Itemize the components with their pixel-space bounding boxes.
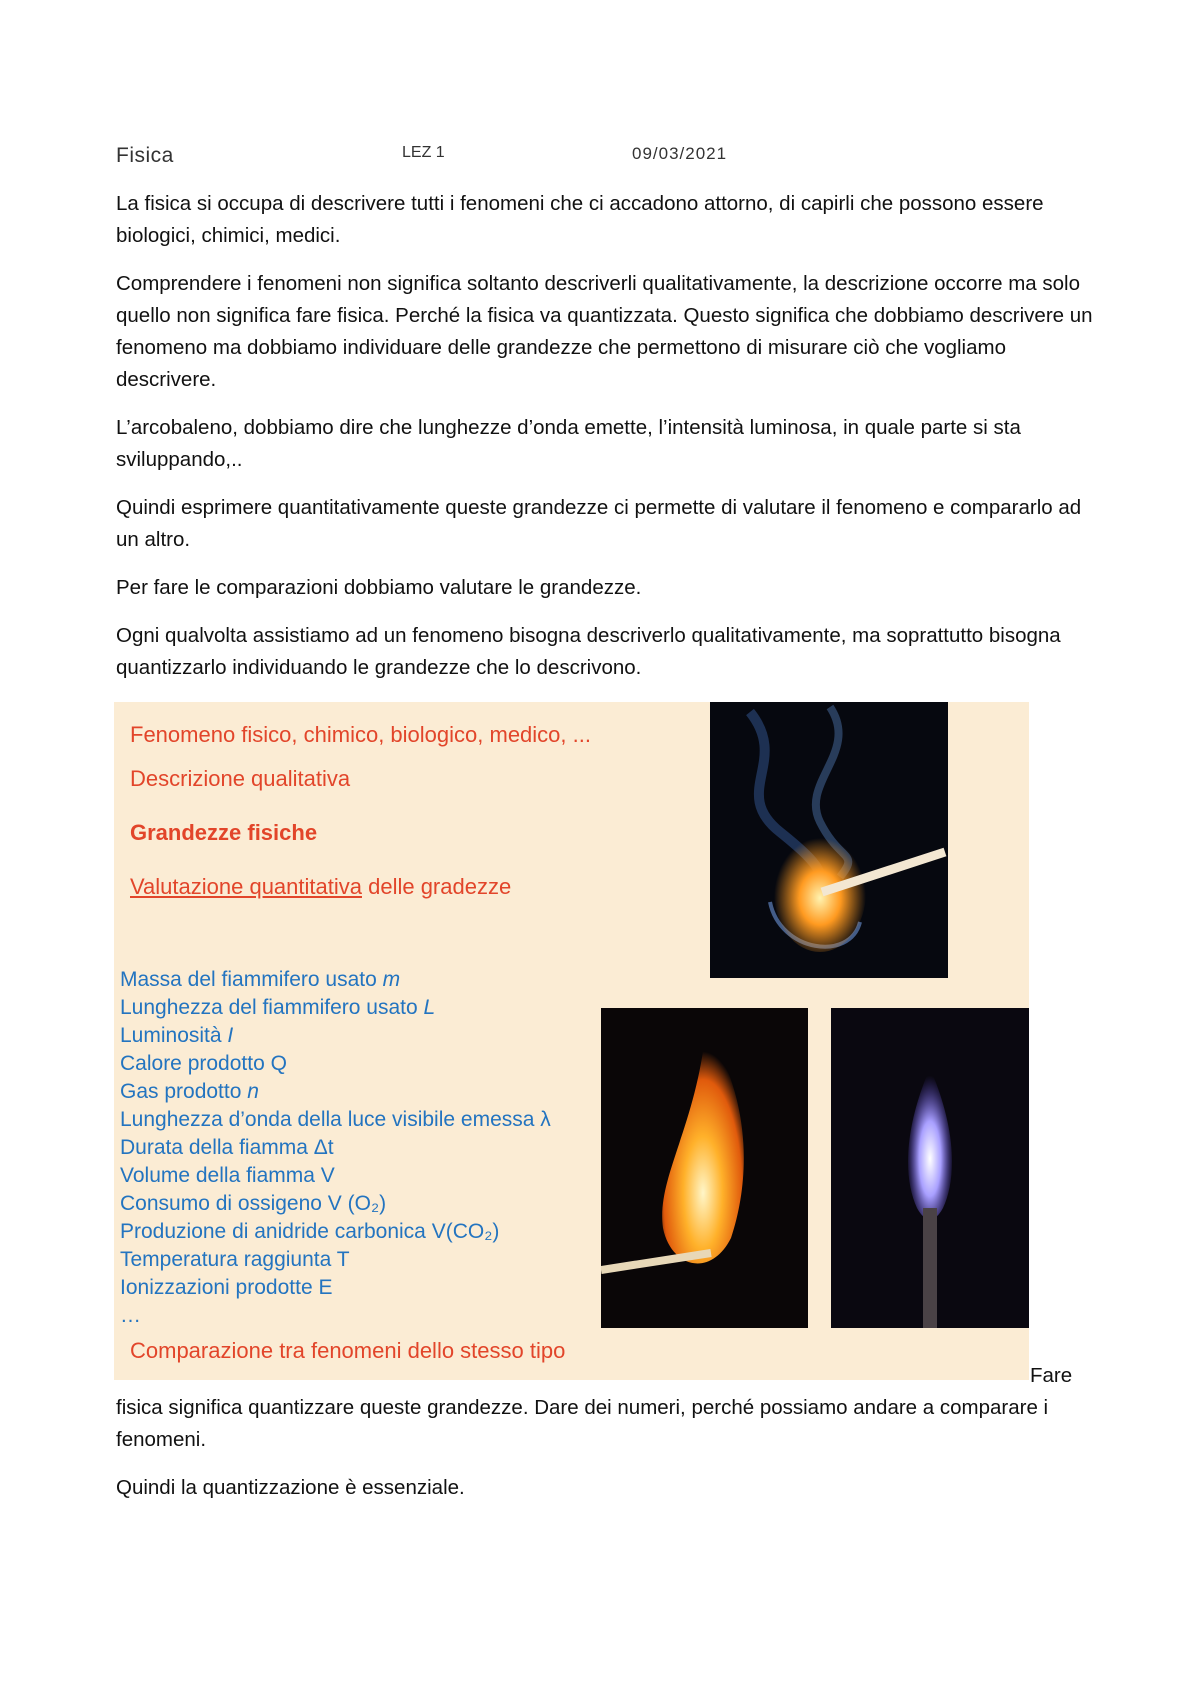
list-item: Luminosità I xyxy=(120,1024,234,1047)
quantities-list xyxy=(120,966,551,1330)
slide-footer: Comparazione tra fenomeni dello stesso tipo xyxy=(130,1338,566,1363)
list-item: Volume della fiamma V xyxy=(120,1164,335,1187)
paragraph: Ogni qualvolta assistiamo ad un fenomeno bisogna descriverlo qualitativamente, ma soprattutto bisogna quantizzarlo individuando le grandezze che lo descrivono. xyxy=(116,624,1061,679)
paragraph: fisica significa quantizzare queste grandezze. Dare dei numeri, perché possiamo andare a comparare i fenomeni. xyxy=(116,1396,1049,1451)
list-item: … xyxy=(120,1304,141,1327)
paragraph: Quindi esprimere quantitativamente queste grandezze ci permette di valutare il fenomeno e compararlo ad un altro. xyxy=(116,496,1082,551)
line-rest: delle gradezze xyxy=(361,874,512,899)
body-text xyxy=(116,188,1096,700)
paragraph: Per fare le comparazioni dobbiamo valutare le grandezze. xyxy=(116,576,642,599)
list-item: Temperatura raggiunta T xyxy=(120,1248,350,1271)
paragraph: Quindi la quantizzazione è essenziale. xyxy=(116,1476,465,1499)
list-item: Produzione di anidride carbonica V(CO₂) xyxy=(120,1220,500,1243)
burning-match-smoke-photo xyxy=(710,702,948,978)
slide-line-physical-quantities: Grandezze fisiche xyxy=(130,820,318,845)
paragraph: La fisica si occupa di descrivere tutti i fenomeni che ci accadono attorno, di capirli che possono essere biologici, chimici, medici. xyxy=(116,192,1044,247)
list-item: Ionizzazioni prodotte E xyxy=(120,1276,333,1299)
lesson-date: 09/03/2021 xyxy=(632,144,728,163)
list-item: Calore prodotto Q xyxy=(120,1052,287,1075)
fare-word: Fare xyxy=(1030,1364,1073,1387)
slide-line-phenomenon: Fenomeno fisico, chimico, biologico, medico, ... xyxy=(130,722,591,747)
match-flame-photo xyxy=(601,1008,808,1328)
blue-flame-photo xyxy=(831,1008,1029,1328)
list-item: Consumo di ossigeno V (O₂) xyxy=(120,1192,387,1215)
slide-line-quantitative xyxy=(130,874,511,900)
paragraph: Comprendere i fenomeni non significa soltanto descriverli qualitativamente, la descrizione occorre ma solo quello non significa fare fisica. Perché la fisica va quantizzata. Questo significa che dobbiamo descrivere un fenomeno ma dobbiamo individuare delle grandezze che permettono di misurare ciò che vogliamo descrivere. xyxy=(116,272,1093,391)
list-item: Gas prodotto n xyxy=(120,1080,259,1103)
list-item: Lunghezza del fiammifero usato L xyxy=(120,996,436,1019)
underlined-text: Valutazione quantitativa xyxy=(130,874,362,899)
list-item: Durata della fiamma Δt xyxy=(120,1136,334,1159)
lesson-label: LEZ 1 xyxy=(402,144,445,161)
paragraph: L’arcobaleno, dobbiamo dire che lunghezze d’onda emette, l’intensità luminosa, in quale parte si sta sviluppando,.. xyxy=(116,416,1021,471)
body-text-continued xyxy=(116,1392,1096,1520)
list-item: Lunghezza d’onda della luce visibile emessa λ xyxy=(120,1108,551,1131)
embedded-slide-image xyxy=(114,702,1029,1380)
slide-line-qualitative: Descrizione qualitativa xyxy=(130,766,351,791)
subject-title: Fisica xyxy=(116,144,174,167)
list-item: Massa del fiammifero usato m xyxy=(120,968,401,991)
document-header xyxy=(116,144,1096,174)
